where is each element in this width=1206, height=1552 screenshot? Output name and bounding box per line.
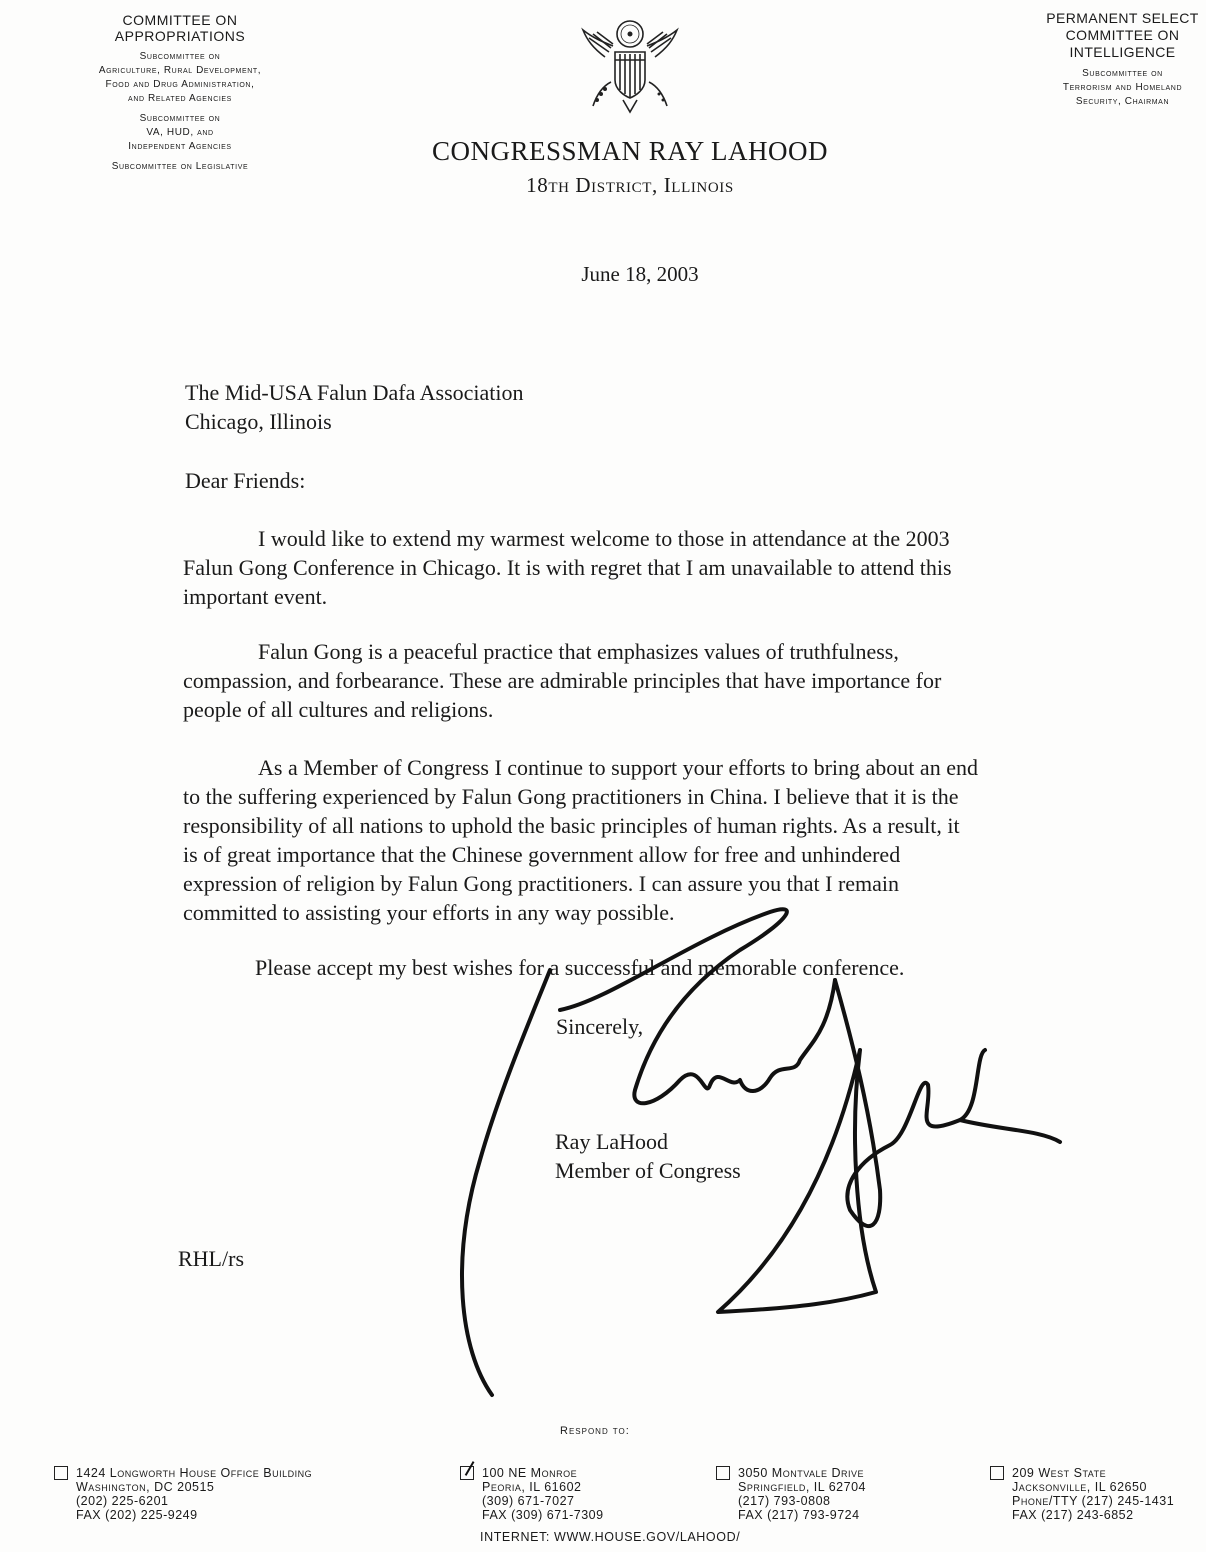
office-checkbox[interactable] xyxy=(990,1466,1004,1480)
appropriations-committee-block xyxy=(40,12,320,174)
subcommittee-line: Terrorism and Homeland xyxy=(1062,82,1183,93)
office-washington xyxy=(76,1466,312,1522)
closing: Sincerely, xyxy=(556,1014,644,1039)
paragraph-line: Falun Gong Conference in Chicago. It is with regret that I am unavailable to attend this xyxy=(183,555,952,580)
subcommittee-line: Security, Chairman xyxy=(1075,96,1170,107)
paragraph-line: As a Member of Congress I continue to support your efforts to bring about an end xyxy=(258,755,978,780)
paragraph-line: people of all cultures and religions. xyxy=(183,697,494,722)
paragraph-line: Please accept my best wishes for a successful and memorable conference. xyxy=(255,955,905,980)
office-line: (309) 671-7027 xyxy=(482,1494,575,1508)
district-label: 18th District, Illinois xyxy=(526,173,734,197)
paragraph-principles xyxy=(183,637,1103,724)
office-line: Springfield, IL 62704 xyxy=(738,1480,866,1494)
salutation: Dear Friends: xyxy=(185,468,306,493)
office-line: (217) 793-0808 xyxy=(738,1494,831,1508)
office-jacksonville xyxy=(1012,1466,1174,1522)
subcommittee-agriculture xyxy=(40,50,320,106)
paragraph-line: Falun Gong is a peaceful practice that emphasizes values of truthfulness, xyxy=(258,639,899,664)
recipient-line: The Mid-USA Falun Dafa Association xyxy=(185,380,524,405)
office-peoria xyxy=(482,1466,604,1522)
office-checkbox[interactable] xyxy=(54,1466,68,1480)
office-line: Jacksonville, IL 62650 xyxy=(1012,1480,1147,1494)
signer-name: Ray LaHood xyxy=(555,1129,669,1154)
recipient-address xyxy=(185,378,524,436)
office-line: 3050 Montvale Drive xyxy=(738,1466,865,1480)
signer-title: Member of Congress xyxy=(555,1158,741,1183)
office-line: FAX (217) 793-9724 xyxy=(738,1508,860,1522)
subcommittee-va-hud xyxy=(40,112,320,154)
committee-title-line: COMMITTEE ON xyxy=(1065,27,1180,43)
great-seal-eagle-icon xyxy=(575,12,685,117)
office-line: Peoria, IL 61602 xyxy=(482,1480,582,1494)
office-line: 1424 Longworth House Office Building xyxy=(76,1466,313,1480)
office-line: 209 West State xyxy=(1012,1466,1107,1480)
handwritten-signature xyxy=(440,880,1080,1400)
office-line: Phone/TTY (217) 245-1431 xyxy=(1012,1494,1175,1508)
paragraph-line: important event. xyxy=(183,584,328,609)
typist-initials: RHL/rs xyxy=(178,1246,244,1271)
congressman-name: CONGRESSMAN RAY LAHOOD xyxy=(431,136,829,166)
letter-date: June 18, 2003 xyxy=(581,262,699,286)
website-link[interactable]: INTERNET: WWW.HOUSE.GOV/LAHOOD/ xyxy=(480,1530,741,1544)
office-line: FAX (309) 671-7309 xyxy=(482,1508,604,1522)
subcommittee-line: Independent Agencies xyxy=(128,141,232,152)
office-line: FAX (217) 243-6852 xyxy=(1012,1508,1134,1522)
subcommittee-legislative xyxy=(40,160,320,174)
respond-to-label: Respond to: xyxy=(560,1425,630,1437)
paragraph-line: to the suffering experienced by Falun Gong practitioners in China. I believe that it is the xyxy=(183,784,959,809)
office-line: FAX (202) 225-9249 xyxy=(76,1508,198,1522)
subcommittee-line: Food and Drug Administration, xyxy=(105,79,255,90)
subcommittee-line: and Related Agencies xyxy=(128,93,232,104)
office-springfield xyxy=(738,1466,866,1522)
subcommittee-line: Subcommittee on Legislative xyxy=(111,161,249,172)
paragraph-line: compassion, and forbearance. These are admirable principles that have importance for xyxy=(183,668,942,693)
office-checkbox[interactable] xyxy=(716,1466,730,1480)
subcommittee-line: Subcommittee on xyxy=(139,113,221,124)
paragraph-welcome xyxy=(183,524,1103,611)
office-checkbox-checked[interactable] xyxy=(460,1466,474,1480)
paragraph-line: committed to assisting your efforts in any way possible. xyxy=(183,900,675,925)
subcommittee-line: Subcommittee on xyxy=(139,51,221,62)
committee-title-line: PERMANENT SELECT xyxy=(1046,10,1199,26)
subcommittee-line: Agriculture, Rural Development, xyxy=(98,65,262,76)
office-line: Washington, DC 20515 xyxy=(76,1480,215,1494)
paragraph-line: I would like to extend my warmest welcome to those in attendance at the 2003 xyxy=(258,526,950,551)
subcommittee-line: VA, HUD, and xyxy=(146,127,214,138)
paragraph-line: responsibility of all nations to uphold the basic principles of human rights. As a result, it xyxy=(183,813,960,838)
committee-title-line: INTELLIGENCE xyxy=(1069,44,1176,60)
paragraph-line: expression of religion by Falun Gong practitioners. I can assure you that I remain xyxy=(183,871,900,896)
subcommittee-terrorism xyxy=(1030,67,1206,109)
committee-title-line: APPROPRIATIONS xyxy=(114,28,246,44)
intelligence-committee-block xyxy=(1030,10,1206,109)
paragraph-line: is of great importance that the Chinese government allow for free and unhindered xyxy=(183,842,901,867)
subcommittee-line: Subcommittee on xyxy=(1082,68,1163,79)
recipient-line: Chicago, Illinois xyxy=(185,409,332,434)
office-line: (202) 225-6201 xyxy=(76,1494,169,1508)
office-line: 100 NE Monroe xyxy=(482,1466,578,1480)
committee-title-line: COMMITTEE ON xyxy=(122,12,238,28)
